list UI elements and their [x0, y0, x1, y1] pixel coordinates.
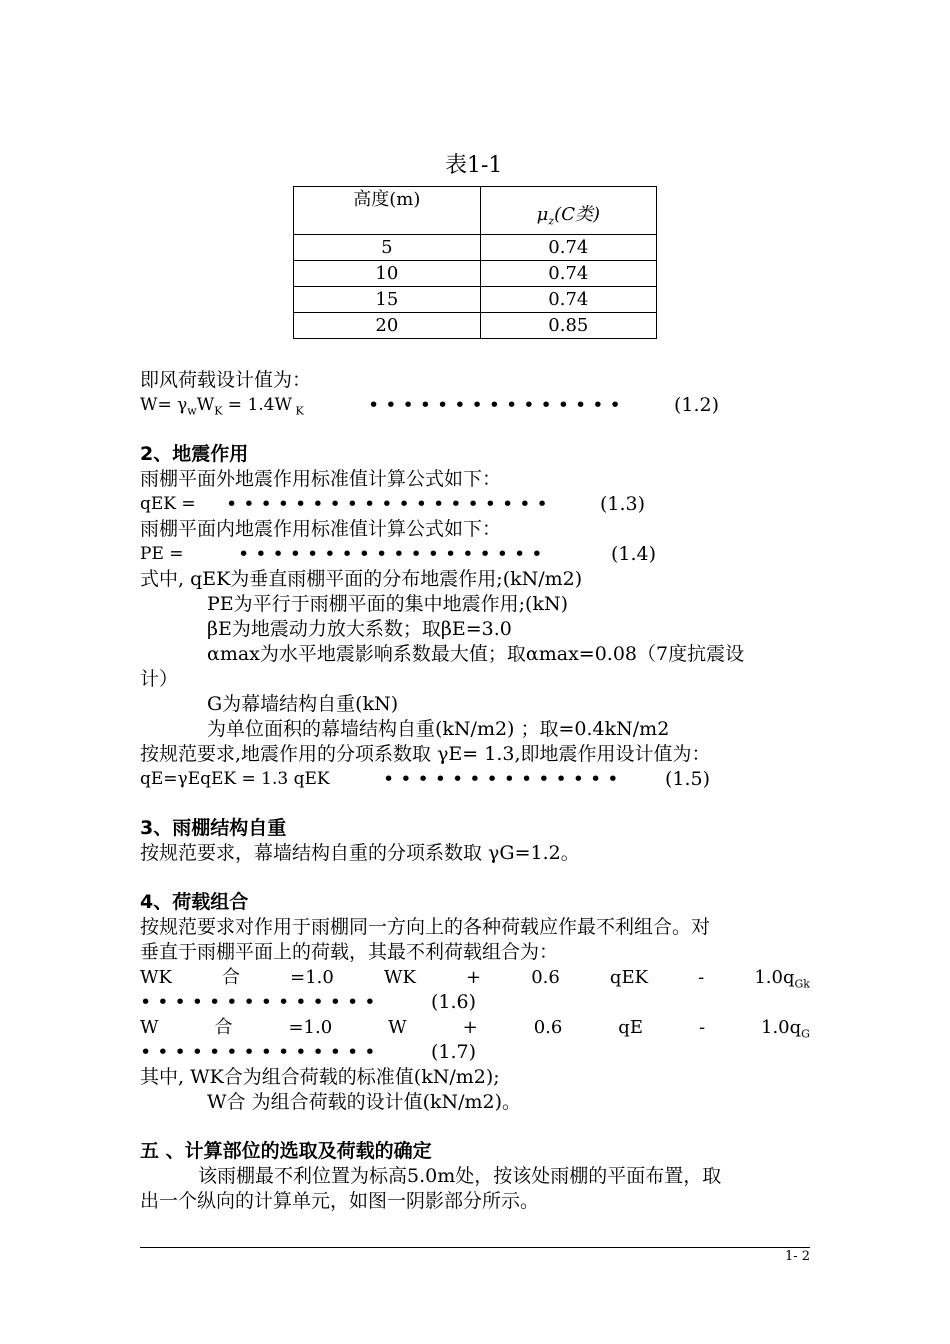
qek-equation-ref: (1.3)	[600, 493, 646, 515]
f1-token: WK	[140, 967, 172, 988]
self-weight-text: 按规范要求，幕墙结构自重的分项系数取 γG=1.2。	[140, 842, 580, 864]
table-header-height	[294, 187, 481, 235]
combo-note-1: 其中, WK合为组合荷载的标准值(kN/m2);	[140, 1066, 500, 1088]
f1-token: 0.6	[531, 967, 560, 988]
wind-formula	[140, 393, 304, 423]
f2-token: 1.0q	[761, 1017, 802, 1038]
table-cell-mu: 0.74	[480, 261, 656, 287]
wind-formula-sub-k: K	[214, 404, 223, 418]
table-cell-mu: 0.85	[480, 313, 656, 339]
section5-para-line1: 该雨棚最不利位置为标高5.0m处，按该处雨棚的平面布置，取	[198, 1165, 722, 1187]
alpha-desc-cont: 计）	[140, 668, 179, 690]
qek-lhs: qEK =	[140, 494, 196, 514]
f1-token: 1.0q	[754, 967, 795, 988]
mu-header-rest: (C类)	[554, 204, 600, 226]
table-row	[294, 287, 657, 313]
f2-token: qE	[618, 1017, 643, 1038]
page-number: 1- 2	[785, 1249, 811, 1264]
seismic-out-plane-text: 雨棚平面外地震作用标准值计算公式如下：	[140, 468, 502, 490]
height-coefficient-table	[293, 186, 657, 339]
alpha-desc: αmax为水平地震影响系数最大值；取αmax=0.08（7度抗震设	[207, 643, 745, 665]
f2-token: =1.0	[288, 1017, 333, 1038]
pe-equation-ref: (1.4)	[611, 543, 657, 565]
wind-formula-sub-w: w	[187, 404, 197, 418]
pe-lhs: PE =	[140, 544, 184, 564]
wind-formula-part-a: W= γ	[140, 395, 188, 415]
section5-para-line2: 出一个纵向的计算单元，如图一阴影部分所示。	[140, 1190, 540, 1212]
beta-desc: βE为地震动力放大系数；取βE=3.0	[207, 618, 512, 640]
f2-token: -	[698, 1017, 706, 1038]
f1-subscript: Gk	[794, 977, 810, 991]
f2-token: 合	[214, 1017, 233, 1038]
table-header-row	[294, 187, 657, 235]
table-row	[294, 261, 657, 287]
mu-subscript: z	[548, 215, 555, 228]
f2-subscript: G	[801, 1027, 810, 1041]
where-qek-desc: 式中, qEK为垂直雨棚平面的分布地震作用;(kN/m2)	[140, 568, 583, 590]
f1-token: +	[466, 967, 482, 988]
f1-token: -	[698, 967, 705, 988]
f1-equation-ref: (1.6)	[431, 991, 477, 1013]
f1-token: =1.0	[290, 967, 334, 988]
f1-token: 合	[222, 967, 241, 988]
seismic-heading: 2、地震作用	[140, 443, 249, 465]
qe-leader-dots: • • • • • • • • • • • • • •	[383, 768, 619, 790]
combo-text-line1: 按规范要求对作用于雨棚同一方向上的各种荷载应作最不利组合。对	[140, 916, 711, 938]
height-header-label: 高度(m)	[353, 189, 421, 210]
wind-intro: 即风荷载设计值为：	[140, 369, 312, 391]
table-cell-height: 15	[294, 287, 481, 313]
f1-leader-dots: • • • • • • • • • • • • • •	[140, 991, 376, 1013]
footer-divider	[140, 1247, 810, 1248]
seismic-in-plane-text: 雨棚平面内地震作用标准值计算公式如下：	[140, 518, 502, 540]
f2-token: W	[388, 1017, 407, 1038]
g-desc: G为幕墙结构自重(kN)	[207, 693, 399, 715]
seismic-factor-text: 按规范要求,地震作用的分项系数取 γE= 1.3,即地震作用设计值为：	[140, 743, 711, 765]
pe-desc: PE为平行于雨棚平面的集中地震作用;(kN)	[207, 593, 569, 615]
wind-formula-part-c: = 1.4W	[222, 395, 292, 415]
wind-equation-ref: (1.2)	[674, 394, 720, 416]
mu-symbol: μ	[536, 204, 549, 226]
self-weight-heading: 3、雨棚结构自重	[140, 817, 287, 839]
table-cell-height: 20	[294, 313, 481, 339]
combo-heading: 4、荷载组合	[140, 891, 249, 913]
pe-leader-dots: • • • • • • • • • • • • • • • • • •	[238, 543, 543, 565]
table-caption: 表1-1	[445, 153, 503, 178]
f1-token: qEK	[609, 967, 649, 988]
table-cell-height: 5	[294, 235, 481, 261]
unit-weight-desc: 为单位面积的幕墙结构自重(kN/m2) ；取=0.4kN/m2	[207, 718, 670, 740]
qe-formula: qE=γEqEK = 1.3 qEK	[140, 769, 330, 789]
f1-token: WK	[383, 967, 416, 988]
section5-heading: 五 、计算部位的选取及荷载的确定	[140, 1140, 432, 1162]
qe-equation-ref: (1.5)	[665, 768, 711, 790]
table-cell-height: 10	[294, 261, 481, 287]
f2-token: +	[462, 1017, 478, 1038]
f2-token: W	[140, 1017, 159, 1038]
wind-formula-part-b: W	[196, 395, 215, 415]
f2-token: 0.6	[533, 1017, 563, 1038]
qek-leader-dots: • • • • • • • • • • • • • • • • • • •	[226, 493, 548, 515]
wind-formula-sub-k2: K	[291, 404, 304, 418]
wind-leader-dots: • • • • • • • • • • • • • • •	[368, 394, 621, 416]
table-cell-mu: 0.74	[480, 287, 656, 313]
table-row	[294, 235, 657, 261]
table-header-mu	[480, 187, 656, 235]
f2-leader-dots: • • • • • • • • • • • • • •	[140, 1041, 376, 1063]
table-cell-mu: 0.74	[480, 235, 656, 261]
f2-equation-ref: (1.7)	[431, 1041, 477, 1063]
combo-text-line2: 垂直于雨棚平面上的荷载，其最不利荷载组合为：	[140, 941, 559, 963]
combo-note-2: W合 为组合荷载的设计值(kN/m2)。	[207, 1091, 522, 1113]
table-row	[294, 313, 657, 339]
